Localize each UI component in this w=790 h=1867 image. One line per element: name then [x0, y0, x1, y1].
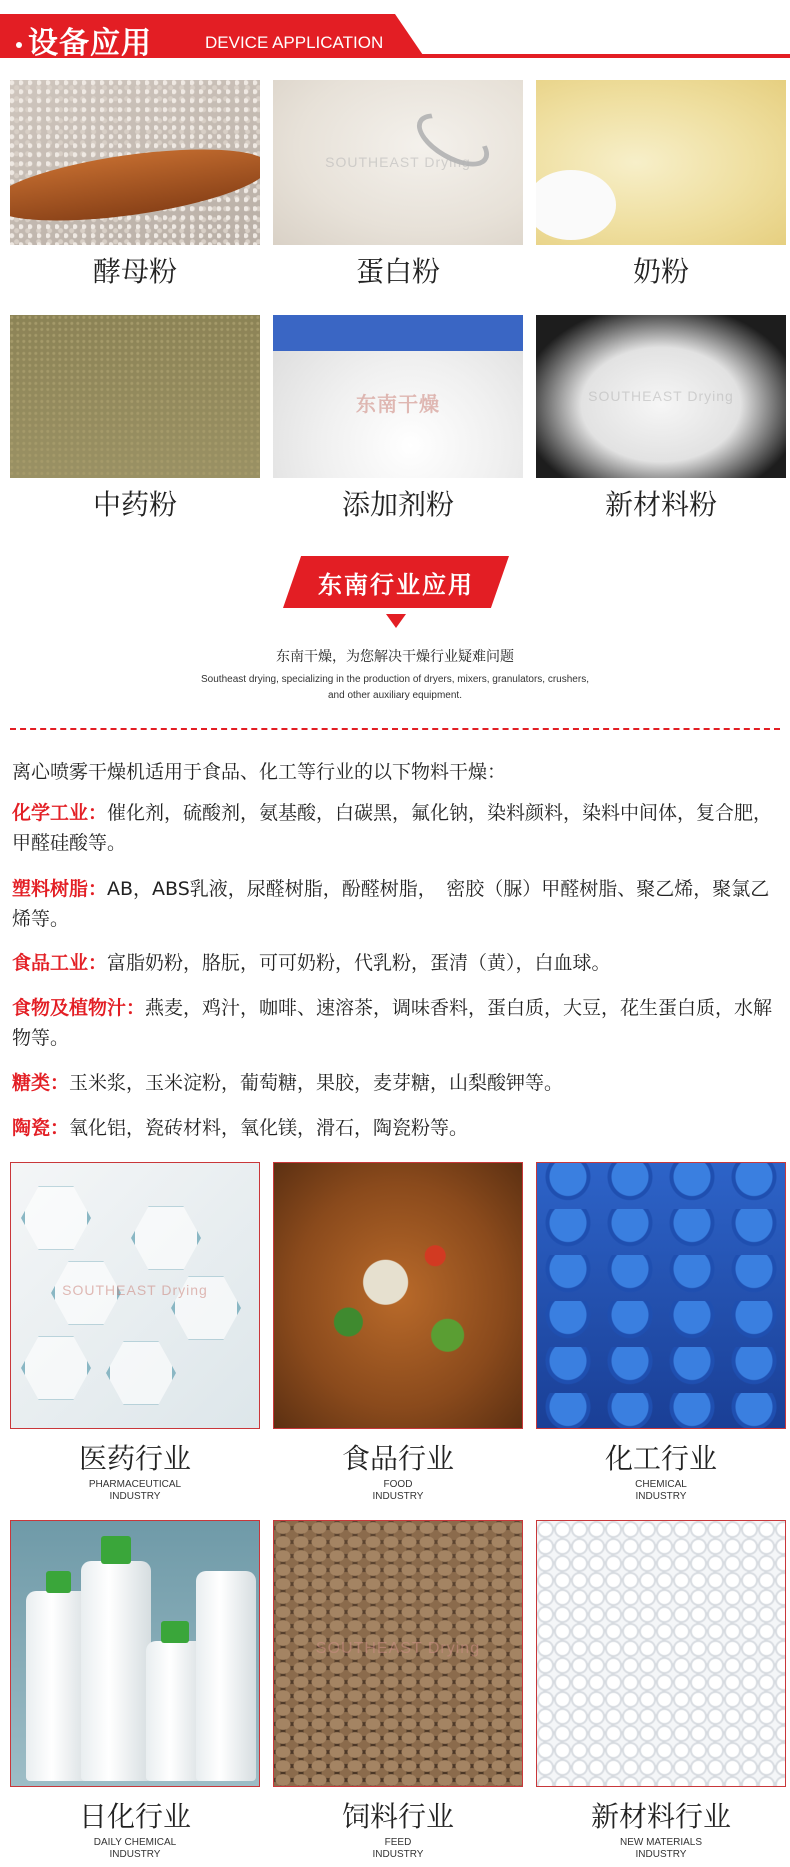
- industry-label: 日化行业: [78, 1800, 191, 1833]
- industry-sub-en: CHEMICAL: [635, 1479, 687, 1490]
- industry-label: 饲料行业: [341, 1800, 454, 1833]
- industry-tile-daily-chemical: [10, 1520, 260, 1865]
- new-materials-granules-image: [536, 1520, 786, 1787]
- banner-slogan-en: Southeast drying, specializing in the production of dryers, mixers, granulators, crushers, and other auxiliary equipment.: [201, 674, 589, 701]
- application-key: 食物及植物汁：: [12, 997, 146, 1019]
- industry-label: 新材料行业: [590, 1800, 731, 1833]
- material-tile-milk: [536, 80, 786, 290]
- industry-tile-pharma: [10, 1162, 260, 1507]
- material-tile-additive: [273, 315, 523, 525]
- application-key: 食品工业：: [12, 952, 108, 974]
- material-tile-newmaterial: [536, 315, 786, 525]
- material-tile-herb: [10, 315, 260, 525]
- chemical-drums-image: [536, 1162, 786, 1429]
- milk-powder-image: [536, 80, 786, 245]
- application-key: 糖类：: [12, 1072, 70, 1094]
- material-label: 中药粉: [92, 488, 177, 521]
- dashed-divider: [10, 728, 780, 730]
- section-header: [0, 0, 790, 70]
- down-arrow-icon: [386, 614, 406, 628]
- banner-slogan: 东南干燥，为您解决干燥行业疑难问题: [276, 649, 514, 665]
- application-item: [12, 1113, 782, 1143]
- industry-sub-en: INDUSTRY: [635, 1491, 687, 1502]
- application-text: 燕麦，鸡汁，咖啡、速溶茶，调味香料，蛋白质，大豆，花生蛋白质，水解物等。: [12, 997, 773, 1049]
- material-label: 蛋白粉: [355, 255, 440, 288]
- additive-powder-image: [273, 315, 523, 478]
- application-item: [12, 993, 782, 1053]
- industry-sub-en: NEW MATERIALS: [619, 1837, 703, 1848]
- watermark-text: SOUTHEAST Drying: [62, 1282, 208, 1299]
- industry-sub-en: INDUSTRY: [372, 1491, 424, 1502]
- application-item: [12, 1068, 782, 1098]
- material-label: 新材料粉: [604, 488, 717, 521]
- intro-text: 离心喷雾干燥机适用于食品、化工等行业的以下物料干燥：: [12, 761, 507, 783]
- industry-sub-en: INDUSTRY: [372, 1849, 424, 1860]
- application-item: [12, 874, 782, 934]
- industry-sub-en: FEED: [384, 1837, 412, 1848]
- material-label: 酵母粉: [92, 255, 177, 288]
- herbal-powder-image: [10, 315, 260, 478]
- industry-tile-chemical: [536, 1162, 786, 1507]
- watermark-text: SOUTHEAST Drying: [315, 1640, 481, 1658]
- application-text: 氧化铝，瓷砖材料，氧化镁，滑石，陶瓷粉等。: [69, 1117, 469, 1139]
- industry-tile-new-materials: [536, 1520, 786, 1865]
- application-item: [12, 948, 782, 978]
- industry-sub-en: INDUSTRY: [109, 1491, 161, 1502]
- watermark-text: 东南干燥: [356, 394, 440, 417]
- material-tile-protein: [273, 80, 523, 290]
- watermark-text: SOUTHEAST Drying: [325, 154, 471, 171]
- new-material-powder-image: [536, 315, 786, 478]
- application-key: 陶瓷：: [12, 1117, 70, 1139]
- application-text: AB，ABS乳液，尿醛树脂，酚醛树脂， 密胶（脲）甲醛树脂、聚乙烯，聚氯乙烯等。: [12, 878, 770, 930]
- food-dish-image: [273, 1162, 523, 1429]
- industry-label: 医药行业: [78, 1442, 191, 1475]
- industry-tile-feed: [273, 1520, 523, 1865]
- daily-chemical-bottles-image: [10, 1520, 260, 1787]
- application-text: 玉米浆，玉米淀粉，葡萄糖，果胶，麦芽糖，山梨酸钾等。: [69, 1072, 564, 1094]
- header-dot: [16, 42, 22, 48]
- industry-banner-title: 东南行业应用: [318, 571, 474, 599]
- material-label: 奶粉: [632, 255, 689, 288]
- industry-label: 化工行业: [604, 1442, 717, 1475]
- pharmaceutical-image: [10, 1162, 260, 1429]
- industry-sub-en: INDUSTRY: [109, 1849, 161, 1860]
- material-label: 添加剂粉: [341, 488, 454, 521]
- application-key: 塑料树脂：: [12, 878, 108, 900]
- application-key: 化学工业：: [12, 802, 108, 824]
- industry-sub-en: INDUSTRY: [635, 1849, 687, 1860]
- industry-sub-en: PHARMACEUTICAL: [88, 1479, 182, 1490]
- industry-sub-en: FOOD: [383, 1479, 413, 1490]
- application-text: 富脂奶粉，胳朊，可可奶粉，代乳粉，蛋清（黄），白血球。: [107, 952, 611, 974]
- application-item: [12, 798, 782, 858]
- protein-powder-image: [273, 80, 523, 245]
- feed-pellets-image: [273, 1520, 523, 1787]
- industry-tile-food: [273, 1162, 523, 1507]
- header-title-cn: 设备应用: [28, 26, 152, 61]
- header-title-en: DEVICE APPLICATION: [205, 33, 384, 52]
- industry-label: 食品行业: [341, 1442, 454, 1475]
- yeast-powder-image: [10, 80, 260, 245]
- material-tile-yeast: [10, 80, 260, 290]
- industry-sub-en: DAILY CHEMICAL: [93, 1837, 177, 1848]
- application-text: 催化剂，硫酸剂，氨基酸，白碳黑，氟化钠，染料颜料，染料中间体，复合肥，甲醛硅酸等。: [12, 802, 773, 854]
- watermark-text: SOUTHEAST Drying: [588, 388, 734, 405]
